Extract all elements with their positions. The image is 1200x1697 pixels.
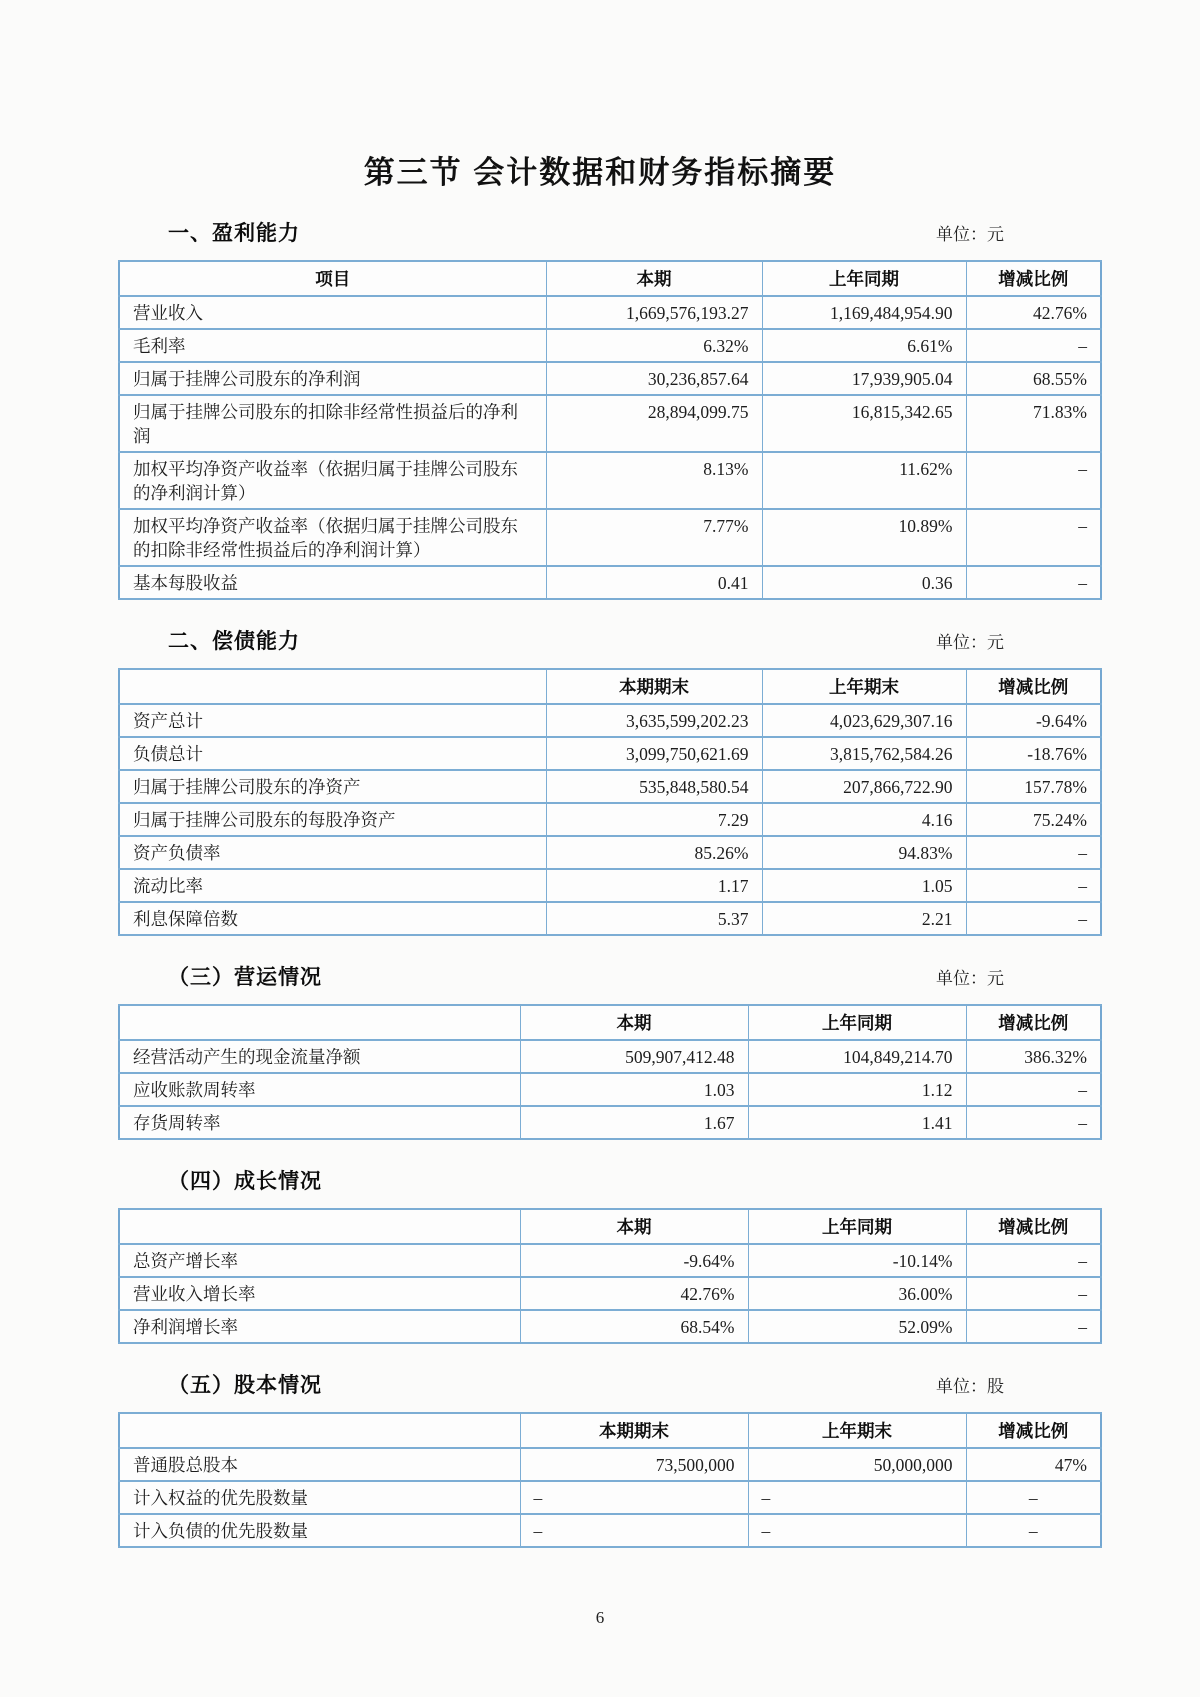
cell-value: –: [966, 1310, 1101, 1343]
cell-value: 1,669,576,193.27: [546, 296, 762, 329]
section-heading: 二、偿债能力: [168, 629, 300, 653]
row-label: 经营活动产生的现金流量净额: [119, 1040, 520, 1073]
cell-value: -10.14%: [748, 1244, 966, 1277]
table-row: [119, 329, 1101, 362]
cell-value: 1.03: [520, 1073, 748, 1106]
column-header: 本期: [520, 1209, 748, 1244]
column-header: [119, 669, 546, 704]
row-label: 归属于挂牌公司股东的净利润: [119, 362, 546, 395]
row-label: 负债总计: [119, 737, 546, 770]
page-number: 6: [595, 1607, 605, 1627]
column-header: [119, 1413, 520, 1448]
cell-value: 157.78%: [966, 770, 1101, 803]
cell-value: 5.37: [546, 902, 762, 935]
row-label: 流动比率: [119, 869, 546, 902]
unit-label: 单位：股: [936, 1376, 1004, 1396]
data-table: [118, 1004, 1102, 1140]
cell-value: 3,815,762,584.26: [762, 737, 966, 770]
table-row: [119, 869, 1101, 902]
cell-value: –: [966, 1481, 1101, 1514]
table-row: [119, 836, 1101, 869]
table-row: [119, 1481, 1101, 1514]
cell-value: 6.61%: [762, 329, 966, 362]
column-header: 上年同期: [762, 261, 966, 296]
row-label: 利息保障倍数: [119, 902, 546, 935]
cell-value: –: [748, 1481, 966, 1514]
section-header-row: [0, 961, 1200, 991]
cell-value: -18.76%: [966, 737, 1101, 770]
column-header: [119, 1005, 520, 1040]
cell-value: 68.55%: [966, 362, 1101, 395]
table-row: [119, 1106, 1101, 1139]
table-row: [119, 509, 1101, 566]
cell-value: -9.64%: [966, 704, 1101, 737]
row-label: 应收账款周转率: [119, 1073, 520, 1106]
column-header: [119, 1209, 520, 1244]
row-label: 净利润增长率: [119, 1310, 520, 1343]
cell-value: 68.54%: [520, 1310, 748, 1343]
row-label: 普通股总股本: [119, 1448, 520, 1481]
section-heading: （四）成长情况: [168, 1169, 322, 1193]
cell-value: 386.32%: [966, 1040, 1101, 1073]
row-label: 存货周转率: [119, 1106, 520, 1139]
cell-value: –: [966, 452, 1101, 509]
section-heading: （五）股本情况: [168, 1373, 322, 1397]
header-row: [119, 1209, 1101, 1244]
cell-value: –: [966, 1514, 1101, 1547]
cell-value: 8.13%: [546, 452, 762, 509]
cell-value: –: [520, 1481, 748, 1514]
cell-value: –: [966, 566, 1101, 599]
row-label: 资产负债率: [119, 836, 546, 869]
row-label: 营业收入: [119, 296, 546, 329]
column-header: 本期期末: [520, 1413, 748, 1448]
cell-value: 0.41: [546, 566, 762, 599]
cell-value: 28,894,099.75: [546, 395, 762, 452]
column-header: 增减比例: [966, 669, 1101, 704]
table-row: [119, 704, 1101, 737]
row-label: 毛利率: [119, 329, 546, 362]
cell-value: 50,000,000: [748, 1448, 966, 1481]
cell-value: 6.32%: [546, 329, 762, 362]
table-row: [119, 803, 1101, 836]
cell-value: –: [966, 1277, 1101, 1310]
cell-value: –: [966, 1244, 1101, 1277]
page-title: 第三节 会计数据和财务指标摘要: [363, 154, 837, 190]
cell-value: 7.77%: [546, 509, 762, 566]
row-label: 计入负债的优先股数量: [119, 1514, 520, 1547]
column-header: 本期期末: [546, 669, 762, 704]
table-row: [119, 1244, 1101, 1277]
column-header: 本期: [520, 1005, 748, 1040]
section-header-row: [0, 1369, 1200, 1399]
cell-value: –: [966, 902, 1101, 935]
cell-value: 75.24%: [966, 803, 1101, 836]
cell-value: –: [966, 1106, 1101, 1139]
cell-value: 94.83%: [762, 836, 966, 869]
cell-value: 1,169,484,954.90: [762, 296, 966, 329]
cell-value: 104,849,214.70: [748, 1040, 966, 1073]
cell-value: 73,500,000: [520, 1448, 748, 1481]
cell-value: 71.83%: [966, 395, 1101, 452]
unit-label: 单位：元: [936, 968, 1004, 988]
cell-value: 1.67: [520, 1106, 748, 1139]
row-label: 归属于挂牌公司股东的净资产: [119, 770, 546, 803]
sections: [0, 217, 1200, 1548]
column-header: 项目: [119, 261, 546, 296]
column-header: 增减比例: [966, 1413, 1101, 1448]
cell-value: –: [966, 836, 1101, 869]
section: [0, 217, 1200, 600]
cell-value: 30,236,857.64: [546, 362, 762, 395]
cell-value: 4.16: [762, 803, 966, 836]
table-row: [119, 362, 1101, 395]
row-label: 加权平均净资产收益率（依据归属于挂牌公司股东的净利润计算）: [119, 452, 546, 509]
cell-value: 509,907,412.48: [520, 1040, 748, 1073]
row-label: 计入权益的优先股数量: [119, 1481, 520, 1514]
header-row: [119, 1005, 1101, 1040]
header-row: [119, 1413, 1101, 1448]
section-header-row: [0, 217, 1200, 247]
table-row: [119, 1514, 1101, 1547]
cell-value: 3,099,750,621.69: [546, 737, 762, 770]
row-label: 营业收入增长率: [119, 1277, 520, 1310]
row-label: 归属于挂牌公司股东的扣除非经常性损益后的净利润: [119, 395, 546, 452]
row-label: 资产总计: [119, 704, 546, 737]
cell-value: 47%: [966, 1448, 1101, 1481]
cell-value: –: [966, 1073, 1101, 1106]
cell-value: 36.00%: [748, 1277, 966, 1310]
cell-value: –: [966, 329, 1101, 362]
row-label: 基本每股收益: [119, 566, 546, 599]
cell-value: 0.36: [762, 566, 966, 599]
cell-value: –: [748, 1514, 966, 1547]
cell-value: 1.41: [748, 1106, 966, 1139]
table-row: [119, 452, 1101, 509]
column-header: 增减比例: [966, 1005, 1101, 1040]
cell-value: 85.26%: [546, 836, 762, 869]
cell-value: 535,848,580.54: [546, 770, 762, 803]
table-row: [119, 395, 1101, 452]
header-row: [119, 261, 1101, 296]
row-label: 总资产增长率: [119, 1244, 520, 1277]
cell-value: 2.21: [762, 902, 966, 935]
cell-value: 10.89%: [762, 509, 966, 566]
cell-value: 4,023,629,307.16: [762, 704, 966, 737]
cell-value: 11.62%: [762, 452, 966, 509]
unit-label: 单位：元: [936, 224, 1004, 244]
table-row: [119, 1040, 1101, 1073]
cell-value: 1.12: [748, 1073, 966, 1106]
table-row: [119, 1073, 1101, 1106]
cell-value: 52.09%: [748, 1310, 966, 1343]
cell-value: 1.05: [762, 869, 966, 902]
header-row: [119, 669, 1101, 704]
unit-label: 单位：元: [936, 632, 1004, 652]
table-row: [119, 1277, 1101, 1310]
section: [0, 625, 1200, 936]
column-header: 上年同期: [748, 1005, 966, 1040]
column-header: 上年期末: [748, 1413, 966, 1448]
table-row: [119, 1310, 1101, 1343]
section: [0, 1165, 1200, 1344]
section-heading: （三）营运情况: [168, 965, 322, 989]
column-header: 上年同期: [748, 1209, 966, 1244]
section: [0, 1369, 1200, 1548]
column-header: 上年期末: [762, 669, 966, 704]
table-row: [119, 770, 1101, 803]
table-row: [119, 566, 1101, 599]
column-header: 本期: [546, 261, 762, 296]
table-row: [119, 902, 1101, 935]
row-label: 归属于挂牌公司股东的每股净资产: [119, 803, 546, 836]
cell-value: 16,815,342.65: [762, 395, 966, 452]
data-table: [118, 1208, 1102, 1344]
table-row: [119, 296, 1101, 329]
cell-value: –: [966, 509, 1101, 566]
section: [0, 961, 1200, 1140]
cell-value: 207,866,722.90: [762, 770, 966, 803]
section-header-row: [0, 1165, 1200, 1195]
cell-value: 7.29: [546, 803, 762, 836]
cell-value: –: [520, 1514, 748, 1547]
section-header-row: [0, 625, 1200, 655]
table-row: [119, 737, 1101, 770]
row-label: 加权平均净资产收益率（依据归属于挂牌公司股东的扣除非经常性损益后的净利润计算）: [119, 509, 546, 566]
cell-value: -9.64%: [520, 1244, 748, 1277]
data-table: [118, 1412, 1102, 1548]
table-row: [119, 1448, 1101, 1481]
cell-value: 42.76%: [966, 296, 1101, 329]
cell-value: 42.76%: [520, 1277, 748, 1310]
column-header: 增减比例: [966, 261, 1101, 296]
cell-value: 1.17: [546, 869, 762, 902]
cell-value: –: [966, 869, 1101, 902]
column-header: 增减比例: [966, 1209, 1101, 1244]
section-heading: 一、盈利能力: [168, 221, 300, 245]
data-table: [118, 260, 1102, 600]
cell-value: 17,939,905.04: [762, 362, 966, 395]
data-table: [118, 668, 1102, 936]
cell-value: 3,635,599,202.23: [546, 704, 762, 737]
